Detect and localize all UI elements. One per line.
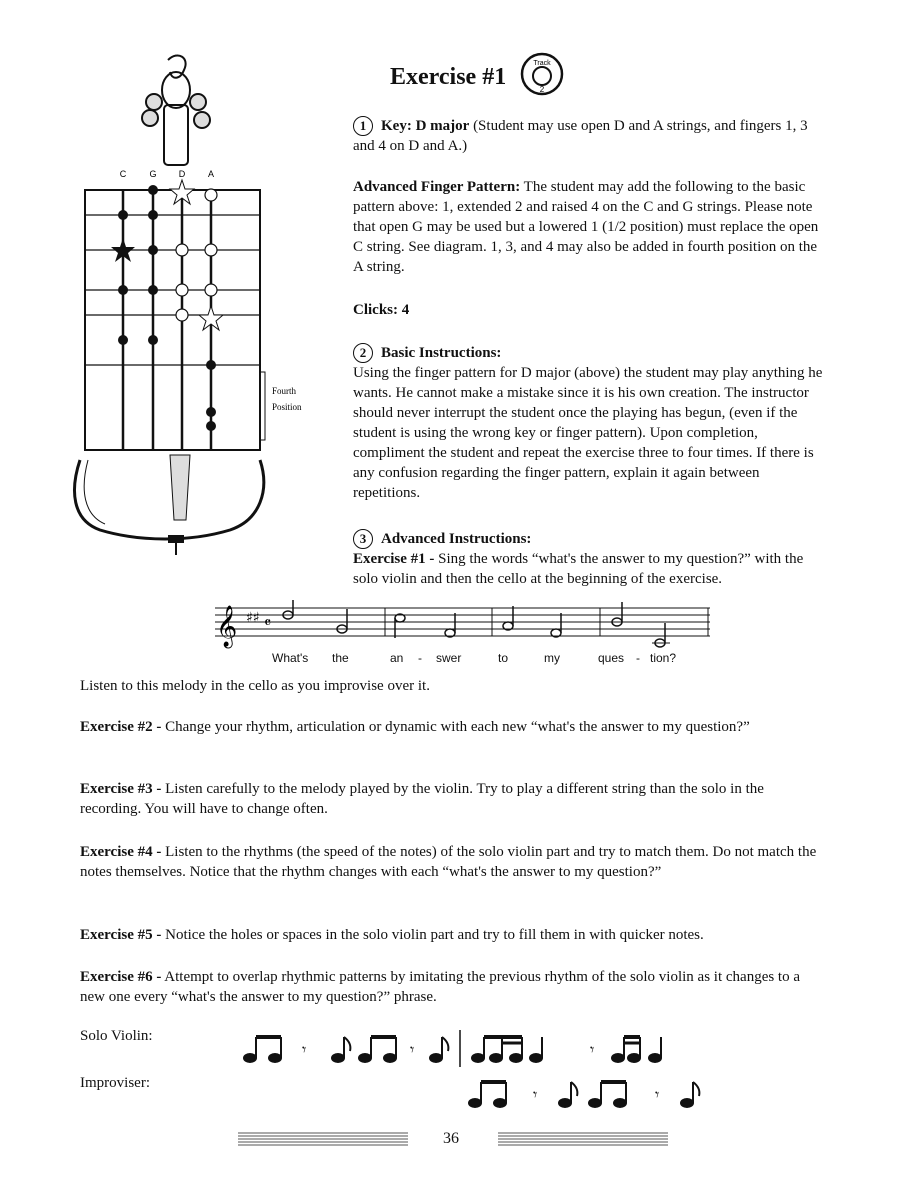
lyric-3: an (390, 651, 404, 665)
exercise-5-label: Exercise #5 - (80, 927, 162, 943)
rest-icon: 𝄾 (590, 1040, 595, 1059)
solo-violin-label: Solo Violin: (80, 1028, 153, 1044)
basic-text: Using the finger pattern for D major (above) the student may play anything he wants. He cannot make a mistake since it is his own creation. The instructor should never interrupt the student once the playing has begun, (even if the student is using the wrong key or finger pattern). Upon completion, compliment the student and repeat the exercise three to four times. If there is any confusion regarding the finger pattern, explain it again between repetitions. (353, 365, 823, 501)
melody-notes (283, 600, 670, 647)
advanced-pattern-paragraph (353, 177, 828, 277)
advanced-pattern-label: Advanced Finger Pattern: (353, 179, 521, 195)
string-label-d: D (178, 169, 186, 179)
key-label: Key: D major (381, 118, 470, 134)
improviser-label: Improviser: (80, 1075, 150, 1091)
lyric-2: the (332, 651, 349, 665)
lyric-9: - (636, 651, 640, 665)
advanced-pattern-text: The student may add the following to the basic pattern above: 1, extended 2 and raised 4 on the C and G strings. Please note that open G may be used but a lowered 1 (1/2 position) must replace the open C string. See diagram. 1, 3, and 4 may also be added in fourth position on the A string. (353, 179, 819, 275)
listen-text: Listen to this melody in the cello as you improvise over it. (80, 678, 430, 694)
exercise-4 (80, 842, 825, 882)
exercise-4-text: Listen to the rhythms (the speed of the notes) of the solo violin part and try to match them. Do not match the notes themselves. Notice that the rhythm changes with each “what's the answer to my question?” (80, 844, 817, 880)
key-text: (Student may use open D and A strings, and fingers 1, 3 and 4 on D and A.) (353, 118, 808, 154)
exercise-3-label: Exercise #3 - (80, 781, 162, 797)
track-label: Track (533, 60, 551, 67)
exercise-3-text: Listen carefully to the melody played by the violin. Try to play a different string than the solo in the recording. You will have to change often. (80, 781, 764, 817)
rest-icon: 𝄾 (410, 1040, 415, 1059)
key-signature: ♯♯ (246, 610, 260, 626)
exercise-4-label: Exercise #4 - (80, 844, 162, 860)
basic-label: Basic Instructions: (381, 345, 502, 361)
rest-icon: 𝄾 (302, 1040, 307, 1059)
lyric-5: swer (436, 651, 462, 665)
step-3-badge: 3 (353, 529, 373, 549)
basic-instructions (353, 343, 828, 503)
advanced-instructions (353, 529, 828, 589)
key-paragraph (353, 116, 828, 156)
exercise-6-text: Attempt to overlap rhythmic patterns by imitating the previous rhythm of the solo violin as it changes to a new one every “what's the answer to my question?” phrase. (80, 969, 801, 1005)
string-label-g: G (149, 169, 157, 179)
cd-track-icon (520, 52, 564, 96)
cello-fingering-diagram (60, 50, 340, 580)
exercise-3 (80, 779, 825, 819)
exercise-5-text: Notice the holes or spaces in the solo violin part and try to fill them in with quicker notes. (161, 927, 704, 943)
treble-clef-icon: 𝄞 (216, 606, 238, 647)
rest-icon: 𝄾 (655, 1085, 660, 1104)
exercise-2 (80, 717, 825, 737)
step-1-badge: 1 (353, 116, 373, 136)
exercise-6 (80, 967, 825, 1007)
lyric-1: What's (272, 651, 309, 665)
exercise-1-text: Sing the words “what's the answer to my question?” with the solo violin and then the cello at the beginning of the exercise. (353, 551, 804, 587)
time-signature: 𝄴 (264, 613, 272, 632)
string-label-c: C (119, 169, 127, 179)
track-number: 2 (539, 85, 545, 94)
exercise-1-label: Exercise #1 - (353, 551, 435, 567)
lyric-6: to (498, 651, 509, 665)
advanced-label: Advanced Instructions: (381, 531, 532, 547)
exercise-1 (353, 549, 828, 589)
fourth-position-label-2: Position (272, 402, 302, 412)
string-label-a: A (207, 169, 215, 179)
fourth-position-label: Fourth (272, 386, 297, 396)
exercise-6-label: Exercise #6 - (80, 969, 162, 985)
clicks-label: Clicks: 4 (353, 302, 410, 318)
footer-ornament-right (498, 1130, 668, 1150)
step-2-badge: 2 (353, 343, 373, 363)
footer-ornament-left (238, 1130, 408, 1150)
exercise-5 (80, 925, 825, 945)
solo-violin-rhythm (240, 1025, 680, 1070)
lyric-8: ques (598, 651, 625, 665)
page-title: Exercise #1 (390, 64, 507, 90)
lyric-7: my (544, 651, 560, 665)
rest-icon: 𝄾 (533, 1085, 538, 1104)
exercise-2-label: Exercise #2 - (80, 719, 162, 735)
cello-scroll-icon (142, 55, 210, 165)
page-number: 36 (443, 1130, 459, 1147)
lyric-4: - (418, 651, 422, 665)
lyric-10: tion? (650, 651, 677, 665)
exercise-2-text: Change your rhythm, articulation or dynamic with each new “what's the answer to my question?” (161, 719, 750, 735)
improviser-rhythm (465, 1070, 705, 1115)
